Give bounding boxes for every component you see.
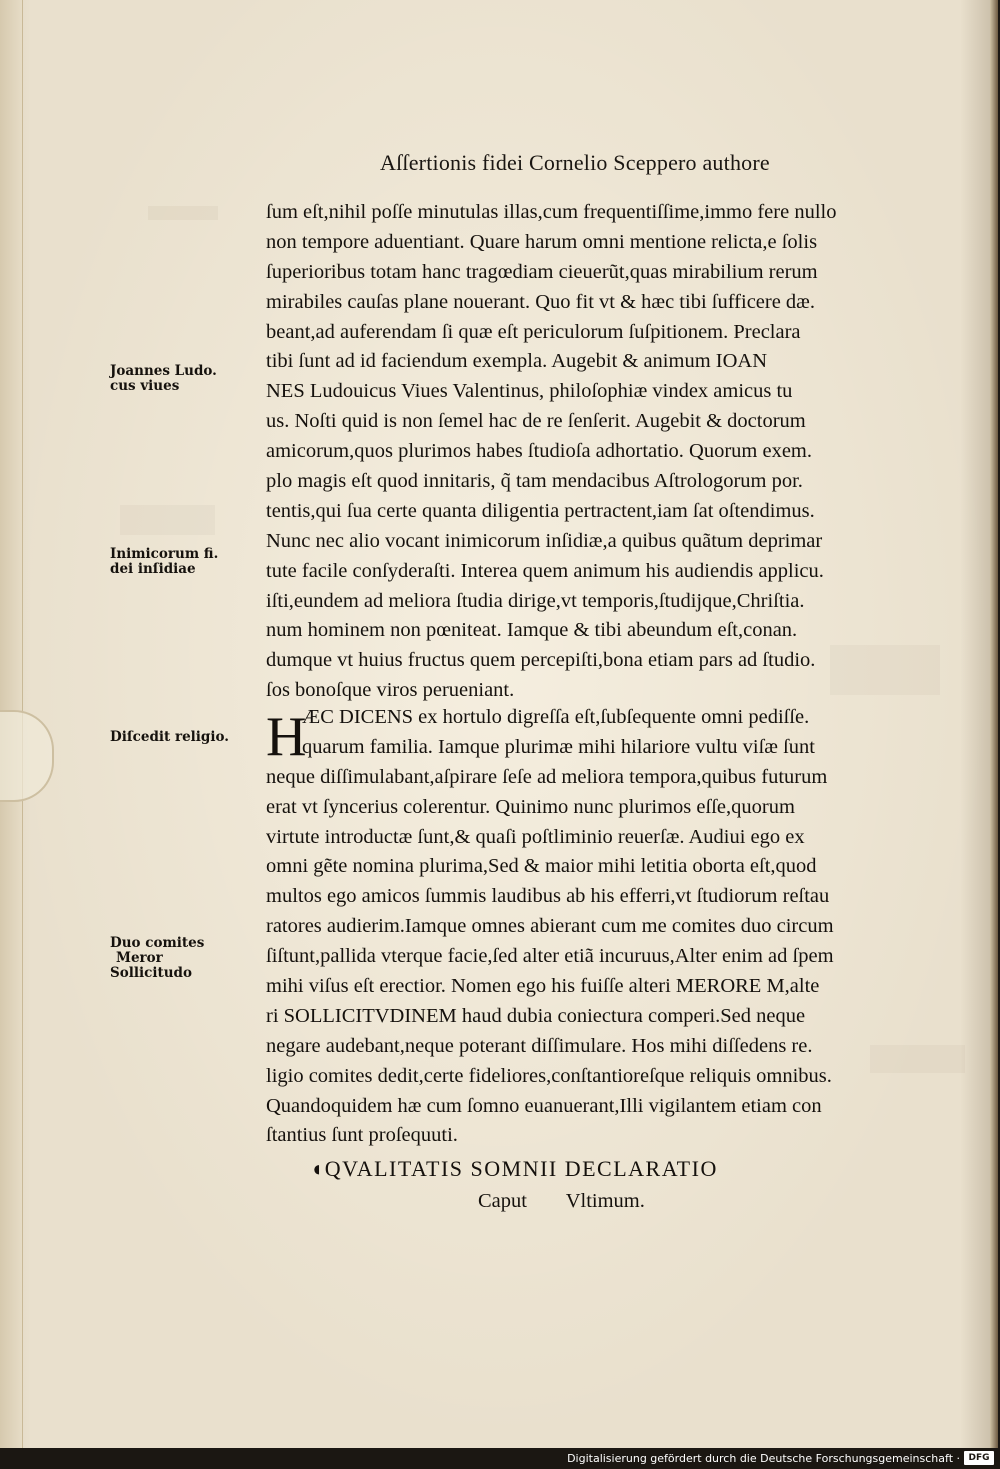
text-line: neque diſſimulabant,aſpirare ſeſe ad meliora tempora,quibus futurum: [266, 765, 828, 788]
marginal-note: [110, 730, 229, 745]
text-line: Quandoquidem hæ cum ſomno euanuerant,Illi vigilantem etiam con: [266, 1094, 822, 1117]
text-line: ri SOLLICITVDINEM haud dubia coniectura comperi.Sed neque: [266, 1004, 806, 1027]
paragraph-2: [266, 703, 906, 1151]
text-line: us. Noſti quid is non ſemel hac de re ſenſerit. Augebit & doctorum: [266, 410, 806, 433]
text-line: tentis,qui ſua certe quanta diligentia pertractent,iam ſat oſtendimus.: [266, 499, 815, 522]
text-line: amicorum,quos plurimos habes ſtudioſa adhortatio. Quorum exem.: [266, 440, 812, 463]
text-line: tute facile conſyderaſti. Interea quem animum his audiendis applicu.: [266, 559, 824, 582]
text-line: ſum eſt,nihil poſſe minutulas illas,cum frequentiſſime,immo fere nullo: [266, 201, 837, 223]
text-line: tibi ſunt ad id faciendum exempla. Augebit & animum IOAN: [266, 350, 768, 373]
text-line: ſos bonoſque viros perueniant.: [266, 679, 515, 702]
chapter-heading: ◖QVALITATIS SOMNII DECLARATIO: [310, 1156, 718, 1181]
text-line: mirabiles cauſas plane nouerant. Quo fit vt & hæc tibi ſufficere dæ.: [266, 290, 815, 313]
text-line: num hominem non pœniteat. Iamque & tibi abeundum eſt,conan.: [266, 619, 798, 642]
drop-initial: H: [266, 706, 307, 768]
bleed-through-mark: [148, 206, 218, 220]
text-line: NES Ludouicus Viues Valentinus, philoſophiæ vindex amicus tu: [266, 380, 793, 403]
text-line: beant,ad auferendam ſi quæ eſt periculorum ſuſpitionem. Preclara: [266, 320, 801, 343]
text-line: omni gẽte nomina plurima,Sed & maior mihi letitia oborta eſt,quod: [266, 855, 817, 878]
marginal-note-line: Meror: [116, 950, 163, 966]
text-line: quarum familia. Iamque plurimæ mihi hilariore vultu viſæ ſunt: [302, 735, 815, 758]
marginal-note-line: dei inſidiae: [110, 561, 196, 577]
marginal-note-line: Diſcedit religio.: [110, 729, 229, 745]
bleed-through-mark: [120, 505, 215, 535]
marginal-note-line: Sollicitudo: [110, 965, 192, 981]
text-line: mihi viſus eſt erectior. Nomen ego his fuiſſe alteri MERORE M,alte: [266, 975, 820, 998]
text-line: ſtantius ſunt proſequuti.: [266, 1124, 458, 1147]
text-line: virtute introductæ ſunt,& quaſi poſtliminio reuerſæ. Audiui ego ex: [266, 825, 805, 848]
text-line: dumque vt huius fructus quem percepiſti,bona etiam pars ad ſtudio.: [266, 649, 816, 672]
text-line: negare audebant,neque poterant diſſimulare. Hos mihi diſſedens re.: [266, 1034, 813, 1057]
paper-tab-shadow: [0, 710, 54, 802]
text-line: multos ego amicos ſummis laudibus ab his efferri,vt ſtudiorum reſtau: [266, 885, 830, 908]
text-line: ligio comites dedit,certe fideliores,conſtantioreſque reliquis omnibus.: [266, 1064, 832, 1087]
marginal-note: [110, 547, 218, 577]
text-line: ſuperioribus totam hanc tragœdiam cieuerũt,quas mirabilium rerum: [266, 260, 818, 283]
text-line: non tempore aduentiant. Quare harum omni mentione relicta,e ſolis: [266, 230, 818, 253]
marginal-note-line: Duo comites: [110, 935, 205, 951]
running-title: Aſſertionis fidei Cornelio Sceppero authore: [380, 150, 770, 175]
marginal-note-line: Inimicorum fi.: [110, 546, 219, 562]
paragraph-1: [266, 198, 906, 706]
text-line: ſiſtunt,pallida vterque facie,ſed alter etiã incuruus,Alter enim ad ſpem: [266, 945, 834, 968]
dfg-logo: DFG: [964, 1451, 994, 1465]
marginal-note: [110, 364, 217, 394]
text-line: ÆC DICENS ex hortulo digreſſa eſt,ſubſequente omni pediſſe.: [302, 706, 810, 728]
text-line: iſti,eundem ad meliora ſtudia dirige,vt temporis,ſtudĳque,Chriſtia.: [266, 589, 805, 612]
text-line: plo magis eſt quod innitaris, q̃ tam mendacibus Aſtrologorum por.: [266, 470, 803, 493]
text-line: Nunc nec alio vocant inimicorum inſidiæ,a quibus quãtum deprimar: [266, 529, 823, 552]
text-line: ratores audierim.Iamque omnes abierant cum me comites duo circum: [266, 915, 834, 938]
marginal-note-line: Joannes Ludo.: [110, 363, 217, 379]
page-edge-shadow: [990, 0, 998, 1448]
marginal-note-line: cus viues: [110, 378, 180, 394]
marginal-note: [110, 936, 204, 981]
text-line: erat vt ſyncerius colerentur. Quinimo nunc plurimos eſſe,quorum: [266, 795, 795, 818]
chapter-subheading: Caput Vltimum.: [478, 1190, 645, 1212]
funding-note: Digitalisierung gefördert durch die Deutsche Forschungsgemeinschaft ·: [567, 1452, 960, 1465]
